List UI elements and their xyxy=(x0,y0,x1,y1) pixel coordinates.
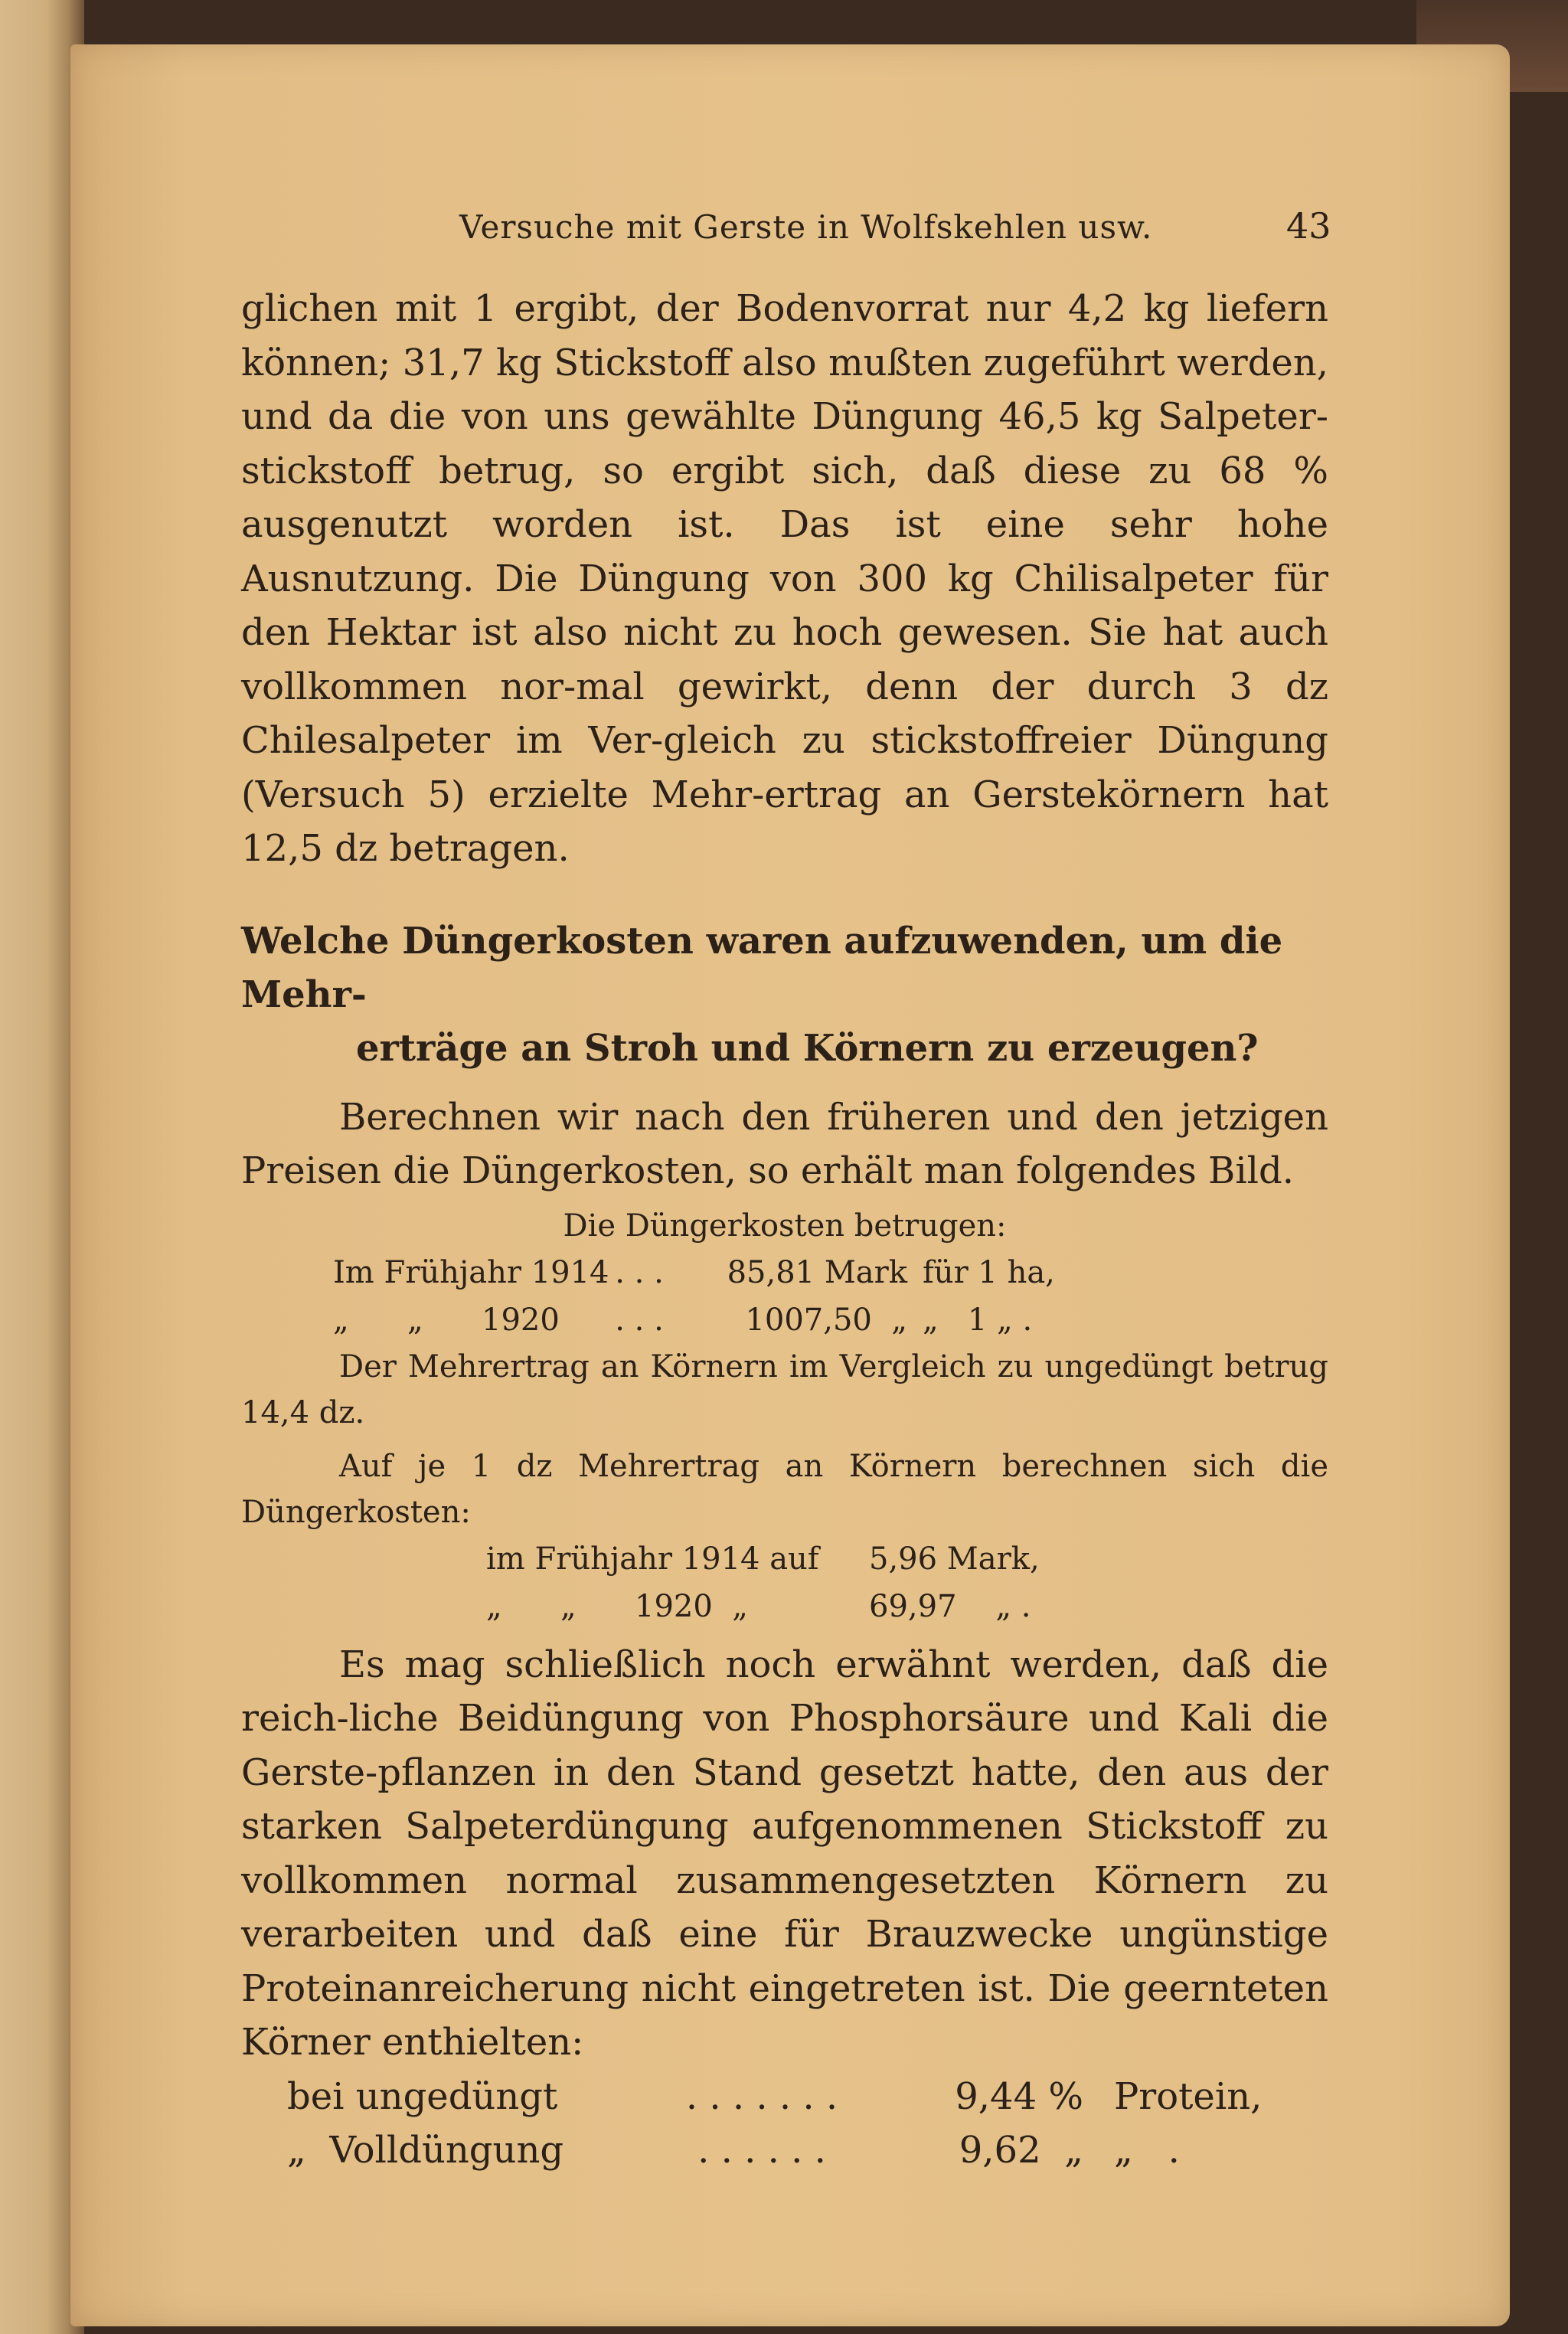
per-dz-row-label: „ „ 1920 „ xyxy=(486,1588,748,1624)
page-number: 43 xyxy=(1286,205,1331,247)
heading-line-1: Welche Düngerkosten waren aufzuwenden, um die Mehr- xyxy=(241,919,1283,1016)
per-dz-row xyxy=(241,1535,1328,1583)
costs-row xyxy=(241,1296,1328,1344)
per-dz-row-amount: 69,97 „ . xyxy=(869,1588,1031,1624)
mehrertrag-text: Der Mehrertrag an Körnern im Vergleich zu ungedüngt betrug 14,4 dz. xyxy=(241,1348,1328,1430)
protein-row-value: 9,62 „ xyxy=(959,2128,1083,2172)
costs-title: Die Düngerkosten betrugen: xyxy=(563,1208,1007,1244)
costs-row xyxy=(241,1249,1328,1296)
per-dz-text: Auf je 1 dz Mehrertrag an Körnern berechnen sich die Düngerkosten: xyxy=(241,1448,1328,1530)
protein-row xyxy=(241,2123,1328,2177)
costs-row-unit: für 1 ha, xyxy=(923,1254,1055,1290)
costs-row-amount: 85,81 Mark xyxy=(727,1254,907,1290)
costs-row-label: Im Frühjahr 1914 xyxy=(333,1254,609,1290)
body-text xyxy=(241,282,1328,2177)
protein-row xyxy=(241,2070,1328,2123)
protein-row-dots: . . . . . . xyxy=(697,2128,826,2172)
per-dz-row-label: im Frühjahr 1914 auf xyxy=(486,1541,819,1577)
paragraph-1: glichen mit 1 ergibt, der Bodenvorrat nur 4,2 kg liefern können; 31,7 kg Stickstoff also mußten zugeführt werden, und da die von uns gewählte Düngung 46,5 kg Salpeter-stickstoff betrug, so ergibt sich, daß diese zu 68 % ausgenutzt worden ist. Das ist eine sehr hohe Ausnutzung. Die Düngung von 300 kg Chilisalpeter für den Hektar ist also nicht zu hoch gewesen. Sie hat auch vollkommen nor-mal gewirkt, denn der durch 3 dz Chilesalpeter im Ver-gleich zu stickstoffreier Düngung (Versuch 5) erzielte Mehr-ertrag an Gerstekörnern hat 12,5 dz betragen. xyxy=(241,287,1328,870)
costs-row-unit: „ 1 „ . xyxy=(923,1302,1033,1338)
paragraph-3: Es mag schließlich noch erwähnt werden, daß die reich-liche Beidüngung von Phosphorsäure und Kali die Gerste-pflanzen in den Stand gesetzt hatte, den aus der starken Salpeterdüngung aufgenommenen Stickstoff zu vollkommen normal zusammengesetzten Körnern zu verarbeiten und daß eine für Brauzwecke ungünstige Proteinanreicherung nicht eingetreten ist. Die geernteten Körner enthielten: xyxy=(241,1643,1328,2064)
per-dz-row-amount: 5,96 Mark, xyxy=(869,1541,1040,1577)
paragraph-2: Berechnen wir nach den früheren und den jetzigen Preisen die Düngerkosten, so erhält man folgendes Bild. xyxy=(241,1095,1328,1192)
section-heading xyxy=(241,914,1328,1075)
heading-line-2: erträge an Stroh und Körnern zu erzeugen? xyxy=(356,1026,1259,1070)
protein-row-unit: Protein, xyxy=(1114,2074,1263,2118)
per-dz-row xyxy=(241,1583,1328,1630)
protein-row-unit: „ . xyxy=(1114,2128,1180,2172)
costs-row-dots: . . . xyxy=(615,1254,664,1290)
protein-row-label: „ Volldüngung xyxy=(287,2128,564,2172)
protein-row-label: bei ungedüngt xyxy=(287,2074,558,2118)
costs-row-amount: 1007,50 „ xyxy=(745,1302,907,1338)
costs-row-label: „ „ 1920 xyxy=(333,1302,560,1338)
costs-row-dots: . . . xyxy=(615,1302,664,1338)
protein-row-dots: . . . . . . . xyxy=(685,2074,838,2118)
running-head: Versuche mit Gerste in Wolfskehlen usw. xyxy=(459,208,1153,246)
protein-row-value: 9,44 % xyxy=(955,2074,1083,2118)
